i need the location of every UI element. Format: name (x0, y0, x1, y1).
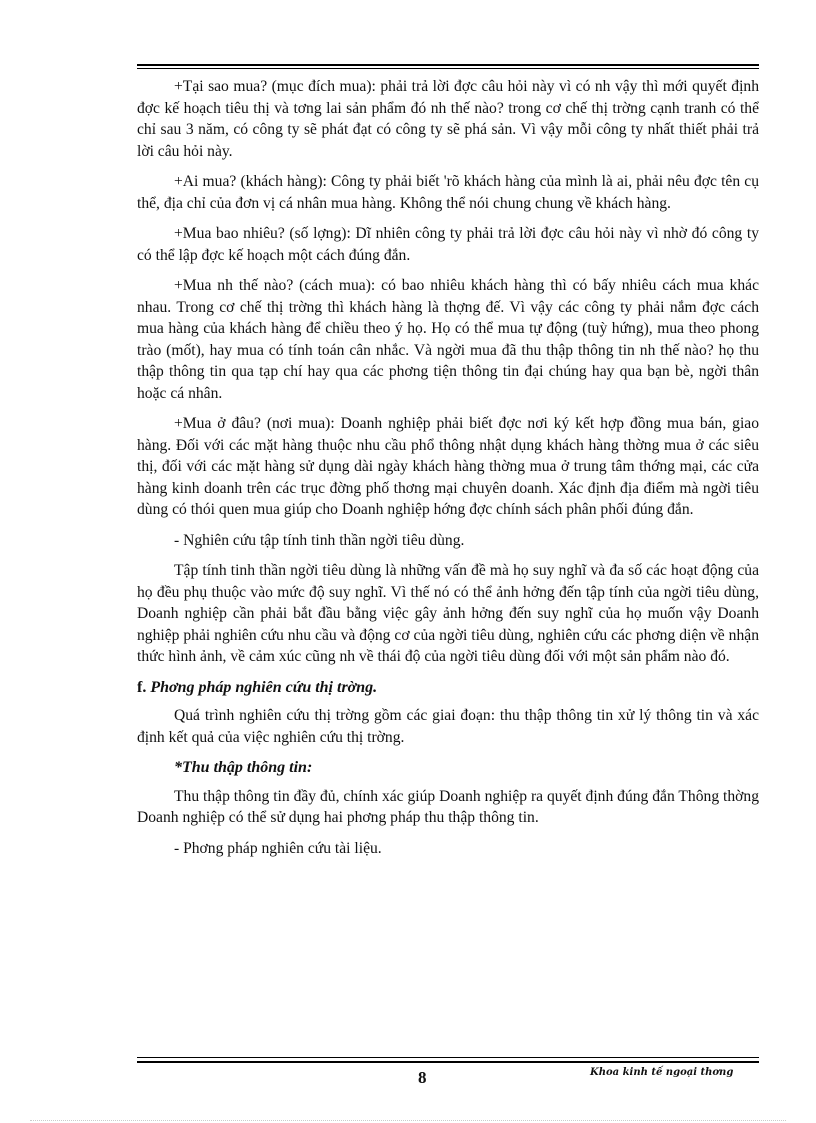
section-number: f. (137, 678, 147, 696)
header-rule-thin (137, 68, 759, 69)
paragraph-how-buy: +Mua nh thế nào? (cách mua): có bao nhiêu khách hàng thì có bấy nhiêu cách mua khác nhau. Trong cơ chế thị trờng thì khách hàng là thợng đế. Vì vậy các công ty phải nắm đợc cách mua hàng của khách hàng để chiều theo ý họ. Họ có thể mua tự động (tuỳ hứng), mua theo phong trào (mốt), hay mua có tính toán cân nhắc. Và ngời mua đã thu thập thông tin nh thế nào? họ thu thập thông tin qua tạp chí hay qua các phơng tiện thông tin đại chúng hay qua bạn bè, ngời thân hoặc cá nhân. (137, 277, 759, 402)
footer-department: Khoa kinh tế ngoại thơng (590, 1067, 734, 1078)
header-rule-thick (137, 64, 759, 66)
paragraph-why-buy: +Tại sao mua? (mục đích mua): phải trả lời đợc câu hỏi này vì có nh vậy thì mới quyết định đợc kế hoạch tiêu thị và tơng lai sản phẩm đó nh thế nào? trong cơ chế thị trờng cạnh tranh có thể chỉ sau 3 năm, có công ty sẽ phát đạt có công ty sẽ phá sản. Vì vậy mỗi công ty nhất thiết phải trả lời câu hỏi này. (137, 78, 759, 160)
section-heading (137, 677, 759, 699)
footer-rule-thin (137, 1057, 759, 1058)
page-bottom-border (30, 1120, 786, 1121)
paragraph-where-buy: +Mua ở đâu? (nơi mua): Doanh nghiệp phải biết đợc nơi ký kết hợp đồng mua bán, giao hàng. Đối với các mặt hàng thuộc nhu cầu phổ thông nhật dụng khách hàng thờng mua ở các siêu thị, đối với các mặt hàng sử dụng dài ngày khách hàng thờng mua ở trung tâm thớng mại, các cửa hàng kinh doanh trên các trục đờng phố thơng mại chuyên doanh. Xác định địa điểm mà ngời tiêu dùng có thói quen mua giúp cho Doanh nghiệp hớng đợc chính sách phân phối đúng đắn. (137, 415, 759, 518)
paragraph-behavior-detail: Tập tính tinh thần ngời tiêu dùng là những vấn đề mà họ suy nghĩ và đa số các hoạt động của họ đều phụ thuộc vào mức độ suy nghĩ. Vì thế nó có thể ảnh hởng đến tập tính của ngời tiêu dùng, Doanh nghiệp cần phải bắt đầu bằng việc gây ảnh hởng đến suy nghĩ của họ muốn vậy Doanh nghiệp phải nghiên cứu nhu cầu và động cơ của ngời tiêu dùng, nghiên cứu các phơng diện về nhận thức hình ảnh, về cảm xúc cũng nh về thái độ của ngời tiêu dùng đối với một sản phẩm nào đó. (137, 562, 759, 665)
footer-rule-thick (137, 1061, 759, 1063)
document-body (137, 76, 759, 868)
paragraph-info-collection: Thu thập thông tin đầy đủ, chính xác giúp Doanh nghiệp ra quyết định đúng đắn Thông thờng Doanh nghiệp có thể sử dụng hai phơng pháp thu thập thông tin. (137, 787, 759, 826)
paragraph-who-buys: +Ai mua? (khách hàng): Công ty phải biết 'rõ khách hàng của mình là ai, phải nêu đợc tên cụ thể, địa chỉ của đơn vị cá nhân mua hàng. Không thể nói chung chung về khách hàng. (137, 173, 759, 212)
paragraph-document-research: - Phơng pháp nghiên cứu tài liệu. (174, 839, 382, 857)
paragraph-how-much: +Mua bao nhiêu? (số lợng): Dĩ nhiên công ty phải trả lời đợc câu hỏi này vì nhờ đó công ty có thể lập đợc kế hoạch một cách đúng đắn. (137, 225, 759, 264)
paragraph-research-process: Quá trình nghiên cứu thị trờng gồm các giai đoạn: thu thập thông tin xử lý thông tin và xác định kết quả của việc nghiên cứu thị trờng. (137, 707, 759, 746)
paragraph-behavior-research: - Nghiên cứu tập tính tinh thần ngời tiêu dùng. (174, 531, 465, 549)
subsection-heading: *Thu thập thông tin: (174, 759, 313, 776)
section-title: Phơng pháp nghiên cứu thị trờng. (150, 678, 378, 696)
page-number: 8 (418, 1068, 427, 1087)
